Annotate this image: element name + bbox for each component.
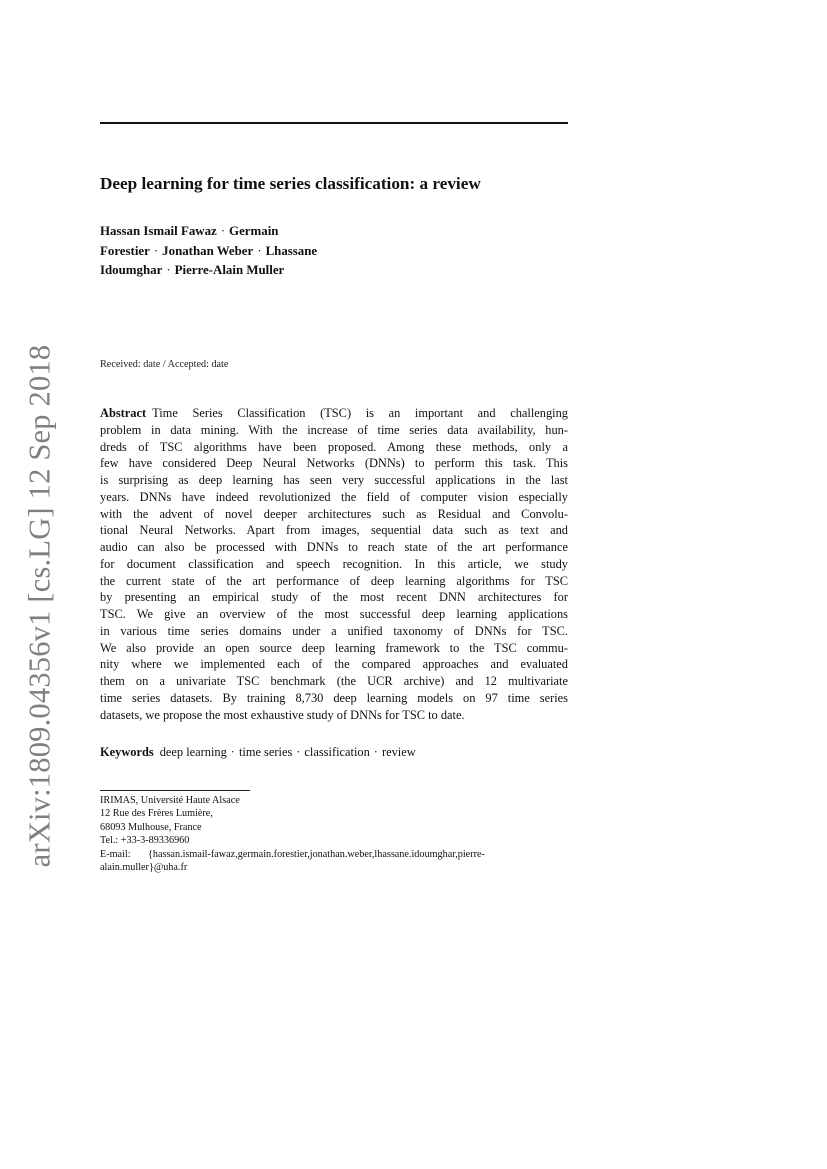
affiliation-street: 12 Rue des Frères Lumière, — [100, 808, 213, 820]
abstract-line: nity where we implemented each of the compared approaches and evaluated — [100, 657, 568, 672]
affiliation-email-row — [100, 848, 568, 861]
abstract — [100, 405, 568, 723]
abstract-line: time series datasets. By training 8,730 deep learning models on 97 time series — [100, 690, 568, 705]
keywords-heading: Keywords — [100, 745, 154, 759]
author-line-1 — [100, 222, 400, 242]
keyword: deep learning — [159, 745, 227, 759]
keyword-separator: · — [230, 745, 235, 759]
email-address-continuation: alain.muller}@uha.fr — [100, 862, 188, 874]
author-name: Pierre-Alain Muller — [174, 263, 285, 277]
author-separator: · — [220, 224, 226, 238]
abstract-line: datasets, we propose the most exhaustive study of DNNs for TSC to date. — [100, 707, 465, 722]
abstract-line: with the advent of novel deeper architectures such as Residual and Convolu- — [100, 506, 568, 521]
author-line-3 — [100, 261, 400, 281]
affiliation-institution: IRIMAS, Université Haute Alsace — [100, 795, 240, 806]
abstract-line: them on a univariate TSC benchmark (the UCR archive) and 12 multivariate — [100, 674, 568, 688]
abstract-line: tional Neural Networks. Apart from images, sequential data such as text and — [100, 523, 568, 538]
keyword: classification — [304, 745, 370, 759]
email-address: {hassan.ismail-fawaz,germain.forestier,jonathan.weber,lhassane.idoumghar,pierre- — [148, 848, 485, 860]
abstract-line: TSC. We give an overview of the most successful deep learning applications — [100, 607, 568, 621]
arxiv-identifier-stamp: arXiv:1809.04356v1 [cs.LG] 12 Sep 2018 — [22, 344, 57, 868]
abstract-heading: Abstract — [100, 406, 147, 420]
keywords — [100, 745, 416, 760]
footnote-rule — [100, 790, 250, 791]
title-top-rule — [100, 122, 568, 124]
affiliation-footnote — [100, 794, 568, 874]
author-name: Forestier — [100, 243, 150, 258]
affiliation-telephone: Tel.: +33-3-89336960 — [100, 835, 190, 847]
author-separator: · — [166, 263, 171, 277]
keyword-separator: · — [296, 745, 301, 759]
email-label: E-mail: — [100, 848, 131, 860]
paper-title: Deep learning for time series classification: a review — [100, 174, 481, 193]
abstract-line: years. DNNs have indeed revolutionized the field of computer vision especially — [100, 489, 568, 504]
received-accepted-dates: Received: date / Accepted: date — [100, 359, 229, 370]
abstract-line: We also provide an open source deep learning framework to the TSC commu- — [100, 640, 568, 655]
affiliation-city: 68093 Mulhouse, France — [100, 821, 202, 833]
abstract-text: Time Series Classification (TSC) is an important and challenging — [152, 406, 568, 420]
abstract-line: for document classification and speech recognition. In this article, we study — [100, 556, 568, 571]
author-separator: · — [257, 243, 262, 258]
abstract-line: in various time series domains under a unified taxonomy of DNNs for TSC. — [100, 623, 568, 638]
abstract-line: the current state of the art performance of deep learning algorithms for TSC — [100, 573, 568, 588]
abstract-line: is surprising as deep learning has seen very successful applications in the last — [100, 473, 568, 487]
author-name: Idoumghar — [100, 263, 163, 277]
abstract-line: few have considered Deep Neural Networks (DNNs) to perform this task. This — [100, 456, 568, 471]
author-name: Jonathan Weber — [162, 243, 254, 258]
abstract-line — [100, 405, 568, 422]
author-line-2 — [100, 242, 400, 262]
author-name: Hassan Ismail Fawaz — [100, 224, 217, 238]
abstract-line: problem in data mining. With the increase of time series data availability, hun- — [100, 422, 568, 437]
abstract-line: by presenting an empirical study of the most recent DNN architectures for — [100, 590, 568, 605]
abstract-line: dreds of TSC algorithms have been proposed. Among these methods, only a — [100, 439, 568, 454]
keyword: time series — [238, 745, 293, 759]
author-name: Lhassane — [265, 243, 318, 258]
keyword-separator: · — [373, 745, 378, 759]
author-separator: · — [153, 243, 159, 258]
abstract-line: audio can also be processed with DNNs to reach state of the art performance — [100, 540, 568, 554]
keyword: review — [381, 745, 416, 759]
author-name: Germain — [229, 224, 279, 238]
author-block — [100, 222, 400, 281]
